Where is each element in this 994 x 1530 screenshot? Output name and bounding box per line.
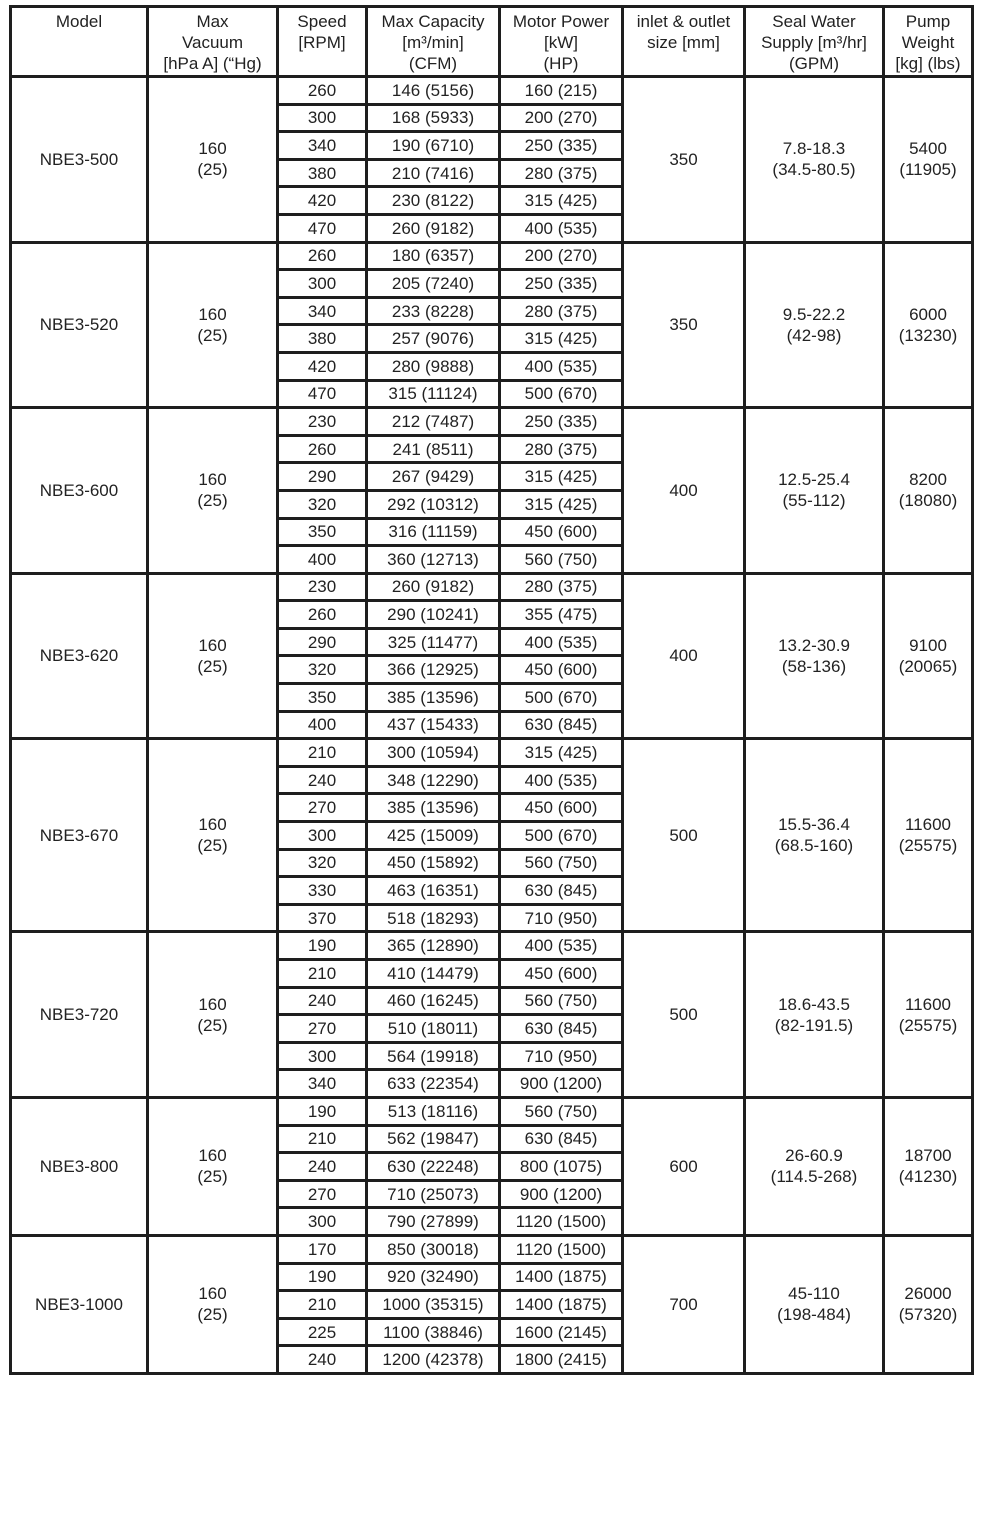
speed-cell: 420 bbox=[278, 187, 367, 215]
seal-water-cell-text: 15.5-36.4 bbox=[778, 815, 850, 835]
table-row bbox=[11, 77, 973, 105]
speed-cell: 230 bbox=[278, 573, 367, 601]
spec-table-body bbox=[11, 77, 973, 1374]
model-cell bbox=[11, 242, 148, 408]
seal-water-cell bbox=[745, 739, 884, 932]
header-motor-line2: [kW] bbox=[544, 33, 578, 52]
seal-water-cell-text: 13.2-30.9 bbox=[778, 635, 850, 655]
seal-water-cell bbox=[745, 408, 884, 574]
header-max-vacuum bbox=[148, 7, 278, 77]
speed-cell: 340 bbox=[278, 297, 367, 325]
inlet-size-cell-text: 500 bbox=[669, 1005, 698, 1025]
max-vacuum-cell-text: (25) bbox=[197, 1305, 228, 1325]
motor-power-cell: 630 (845) bbox=[500, 1125, 623, 1153]
pump-weight-cell-text: (18080) bbox=[898, 491, 958, 511]
inlet-size-cell-text: 400 bbox=[669, 480, 698, 500]
max-vacuum-cell bbox=[148, 739, 278, 932]
speed-cell: 400 bbox=[278, 546, 367, 574]
inlet-size-cell bbox=[623, 932, 745, 1098]
max-vacuum-cell-text: (25) bbox=[197, 1015, 228, 1035]
motor-power-cell: 560 (750) bbox=[500, 849, 623, 877]
speed-cell: 300 bbox=[278, 1208, 367, 1236]
motor-power-cell: 1400 (1875) bbox=[500, 1263, 623, 1291]
capacity-cell: 315 (11124) bbox=[367, 380, 500, 408]
header-capacity-line2: [m³/min] bbox=[402, 33, 464, 52]
header-motor-line1: Motor Power bbox=[512, 12, 610, 31]
header-weight-line1: Pump bbox=[905, 12, 951, 31]
pump-weight-cell bbox=[884, 77, 973, 243]
inlet-size-cell-text: 700 bbox=[669, 1294, 698, 1314]
max-vacuum-cell-text: 160 bbox=[198, 635, 227, 655]
spec-table-wrapper bbox=[9, 5, 974, 1375]
capacity-cell: 513 (18116) bbox=[367, 1097, 500, 1125]
seal-water-cell bbox=[745, 77, 884, 243]
seal-water-cell-text: 26-60.9 bbox=[785, 1146, 843, 1166]
max-vacuum-cell-text: 160 bbox=[198, 994, 227, 1014]
inlet-size-cell bbox=[623, 77, 745, 243]
inlet-size-cell bbox=[623, 242, 745, 408]
motor-power-cell: 1120 (1500) bbox=[500, 1235, 623, 1263]
motor-power-cell: 1800 (2415) bbox=[500, 1346, 623, 1374]
table-row bbox=[11, 408, 973, 436]
header-speed-line2: [RPM] bbox=[298, 33, 346, 52]
header-inlet-outlet bbox=[623, 7, 745, 77]
seal-water-cell-text: 45-110 bbox=[788, 1284, 840, 1304]
pump-weight-cell-text: 9100 bbox=[909, 635, 947, 655]
capacity-cell: 510 (18011) bbox=[367, 1015, 500, 1043]
max-vacuum-cell bbox=[148, 1097, 278, 1235]
motor-power-cell: 280 (375) bbox=[500, 435, 623, 463]
inlet-size-cell bbox=[623, 1097, 745, 1235]
speed-cell: 240 bbox=[278, 987, 367, 1015]
speed-cell: 340 bbox=[278, 1070, 367, 1098]
speed-cell: 300 bbox=[278, 104, 367, 132]
motor-power-cell: 560 (750) bbox=[500, 1097, 623, 1125]
speed-cell: 470 bbox=[278, 214, 367, 242]
seal-water-cell bbox=[745, 932, 884, 1098]
motor-power-cell: 450 (600) bbox=[500, 656, 623, 684]
speed-cell: 290 bbox=[278, 463, 367, 491]
motor-power-cell: 315 (425) bbox=[500, 325, 623, 353]
capacity-cell: 1100 (38846) bbox=[367, 1318, 500, 1346]
header-weight-line3: [kg] (lbs) bbox=[895, 54, 961, 73]
pump-weight-cell-text: 8200 bbox=[909, 470, 947, 490]
model-cell bbox=[11, 573, 148, 739]
pump-weight-cell-text: (11905) bbox=[899, 160, 957, 180]
model-cell bbox=[11, 77, 148, 243]
seal-water-cell-text: 7.8-18.3 bbox=[782, 139, 846, 159]
pump-weight-cell-text: (25575) bbox=[898, 836, 958, 856]
capacity-cell: 1000 (35315) bbox=[367, 1291, 500, 1319]
seal-water-cell-text: (58-136) bbox=[781, 656, 847, 676]
seal-water-cell-text: (68.5-160) bbox=[774, 836, 854, 856]
header-capacity-line3: (CFM) bbox=[408, 54, 458, 73]
pump-weight-cell bbox=[884, 242, 973, 408]
capacity-cell: 212 (7487) bbox=[367, 408, 500, 436]
header-seal-water bbox=[745, 7, 884, 77]
header-motor-line3: (HP) bbox=[543, 54, 579, 73]
speed-cell: 370 bbox=[278, 904, 367, 932]
motor-power-cell: 315 (425) bbox=[500, 490, 623, 518]
pump-weight-cell-text: 5400 bbox=[909, 139, 947, 159]
header-weight-line2: Weight bbox=[901, 33, 955, 52]
speed-cell: 225 bbox=[278, 1318, 367, 1346]
max-vacuum-cell-text: (25) bbox=[197, 325, 228, 345]
capacity-cell: 410 (14479) bbox=[367, 960, 500, 988]
motor-power-cell: 900 (1200) bbox=[500, 1180, 623, 1208]
seal-water-cell bbox=[745, 573, 884, 739]
speed-cell: 290 bbox=[278, 628, 367, 656]
pump-weight-cell-text: 18700 bbox=[904, 1146, 952, 1166]
header-max-vacuum-line3: [hPa A] (“Hg) bbox=[163, 54, 262, 73]
motor-power-cell: 280 (375) bbox=[500, 297, 623, 325]
pump-weight-cell-text: 26000 bbox=[904, 1284, 952, 1304]
seal-water-cell-text: 12.5-25.4 bbox=[778, 470, 850, 490]
inlet-size-cell-text: 600 bbox=[669, 1156, 698, 1176]
capacity-cell: 230 (8122) bbox=[367, 187, 500, 215]
inlet-size-cell bbox=[623, 573, 745, 739]
capacity-cell: 425 (15009) bbox=[367, 822, 500, 850]
speed-cell: 260 bbox=[278, 242, 367, 270]
model-cell-text: NBE3-500 bbox=[39, 149, 119, 169]
capacity-cell: 437 (15433) bbox=[367, 711, 500, 739]
table-row bbox=[11, 1097, 973, 1125]
table-row bbox=[11, 739, 973, 767]
max-vacuum-cell bbox=[148, 573, 278, 739]
speed-cell: 260 bbox=[278, 77, 367, 105]
capacity-cell: 710 (25073) bbox=[367, 1180, 500, 1208]
speed-cell: 190 bbox=[278, 1097, 367, 1125]
seal-water-cell-text: 9.5-22.2 bbox=[782, 304, 846, 324]
header-speed bbox=[278, 7, 367, 77]
capacity-cell: 348 (12290) bbox=[367, 766, 500, 794]
speed-cell: 470 bbox=[278, 380, 367, 408]
table-row bbox=[11, 242, 973, 270]
motor-power-cell: 560 (750) bbox=[500, 546, 623, 574]
model-cell bbox=[11, 1097, 148, 1235]
max-vacuum-cell bbox=[148, 932, 278, 1098]
capacity-cell: 518 (18293) bbox=[367, 904, 500, 932]
capacity-cell: 460 (16245) bbox=[367, 987, 500, 1015]
capacity-cell: 260 (9182) bbox=[367, 573, 500, 601]
capacity-cell: 233 (8228) bbox=[367, 297, 500, 325]
seal-water-cell bbox=[745, 242, 884, 408]
motor-power-cell: 250 (335) bbox=[500, 132, 623, 160]
motor-power-cell: 1600 (2145) bbox=[500, 1318, 623, 1346]
capacity-cell: 300 (10594) bbox=[367, 739, 500, 767]
capacity-cell: 385 (13596) bbox=[367, 794, 500, 822]
table-row bbox=[11, 932, 973, 960]
model-cell-text: NBE3-600 bbox=[39, 480, 119, 500]
inlet-size-cell bbox=[623, 408, 745, 574]
seal-water-cell-text: 18.6-43.5 bbox=[778, 994, 850, 1014]
max-vacuum-cell-text: 160 bbox=[198, 815, 227, 835]
pump-weight-cell-text: (20065) bbox=[898, 656, 958, 676]
capacity-cell: 633 (22354) bbox=[367, 1070, 500, 1098]
pump-weight-cell bbox=[884, 739, 973, 932]
motor-power-cell: 1400 (1875) bbox=[500, 1291, 623, 1319]
capacity-cell: 290 (10241) bbox=[367, 601, 500, 629]
header-inlet-line1: inlet & outlet bbox=[636, 12, 731, 31]
pump-weight-cell bbox=[884, 1235, 973, 1373]
seal-water-cell-text: (42-98) bbox=[786, 325, 842, 345]
seal-water-cell-text: (114.5-268) bbox=[770, 1167, 858, 1187]
speed-cell: 270 bbox=[278, 794, 367, 822]
speed-cell: 210 bbox=[278, 739, 367, 767]
max-vacuum-cell-text: (25) bbox=[197, 656, 228, 676]
capacity-cell: 365 (12890) bbox=[367, 932, 500, 960]
motor-power-cell: 355 (475) bbox=[500, 601, 623, 629]
header-model bbox=[11, 7, 148, 77]
speed-cell: 240 bbox=[278, 1346, 367, 1374]
header-motor-power bbox=[500, 7, 623, 77]
speed-cell: 170 bbox=[278, 1235, 367, 1263]
model-cell-text: NBE3-670 bbox=[39, 825, 119, 845]
capacity-cell: 292 (10312) bbox=[367, 490, 500, 518]
capacity-cell: 463 (16351) bbox=[367, 877, 500, 905]
motor-power-cell: 200 (270) bbox=[500, 104, 623, 132]
motor-power-cell: 630 (845) bbox=[500, 711, 623, 739]
seal-water-cell-text: (34.5-80.5) bbox=[772, 160, 856, 180]
capacity-cell: 241 (8511) bbox=[367, 435, 500, 463]
capacity-cell: 260 (9182) bbox=[367, 214, 500, 242]
motor-power-cell: 315 (425) bbox=[500, 739, 623, 767]
speed-cell: 190 bbox=[278, 932, 367, 960]
capacity-cell: 562 (19847) bbox=[367, 1125, 500, 1153]
motor-power-cell: 250 (335) bbox=[500, 270, 623, 298]
table-row bbox=[11, 573, 973, 601]
header-model-text: Model bbox=[55, 12, 103, 31]
capacity-cell: 360 (12713) bbox=[367, 546, 500, 574]
max-vacuum-cell-text: 160 bbox=[198, 1146, 227, 1166]
seal-water-cell bbox=[745, 1097, 884, 1235]
model-cell-text: NBE3-720 bbox=[39, 1005, 119, 1025]
header-pump-weight bbox=[884, 7, 973, 77]
capacity-cell: 366 (12925) bbox=[367, 656, 500, 684]
speed-cell: 300 bbox=[278, 822, 367, 850]
speed-cell: 240 bbox=[278, 766, 367, 794]
motor-power-cell: 500 (670) bbox=[500, 822, 623, 850]
speed-cell: 340 bbox=[278, 132, 367, 160]
pump-weight-cell-text: 6000 bbox=[909, 304, 947, 324]
header-seal-line1: Seal Water bbox=[772, 12, 856, 31]
motor-power-cell: 280 (375) bbox=[500, 573, 623, 601]
capacity-cell: 1200 (42378) bbox=[367, 1346, 500, 1374]
header-max-vacuum-line2: Vacuum bbox=[181, 33, 244, 52]
max-vacuum-cell-text: (25) bbox=[197, 491, 228, 511]
pump-weight-cell-text: (57320) bbox=[898, 1305, 958, 1325]
speed-cell: 320 bbox=[278, 849, 367, 877]
speed-cell: 300 bbox=[278, 1042, 367, 1070]
speed-cell: 380 bbox=[278, 325, 367, 353]
header-capacity-line1: Max Capacity bbox=[381, 12, 485, 31]
speed-cell: 320 bbox=[278, 656, 367, 684]
seal-water-cell-text: (55-112) bbox=[782, 491, 846, 511]
capacity-cell: 325 (11477) bbox=[367, 628, 500, 656]
inlet-size-cell-text: 350 bbox=[669, 149, 698, 169]
header-seal-line3: (GPM) bbox=[788, 54, 840, 73]
pump-weight-cell bbox=[884, 573, 973, 739]
capacity-cell: 267 (9429) bbox=[367, 463, 500, 491]
capacity-cell: 190 (6710) bbox=[367, 132, 500, 160]
header-max-capacity bbox=[367, 7, 500, 77]
motor-power-cell: 250 (335) bbox=[500, 408, 623, 436]
motor-power-cell: 200 (270) bbox=[500, 242, 623, 270]
header-row bbox=[11, 7, 973, 77]
max-vacuum-cell-text: (25) bbox=[197, 160, 228, 180]
motor-power-cell: 400 (535) bbox=[500, 932, 623, 960]
capacity-cell: 280 (9888) bbox=[367, 352, 500, 380]
motor-power-cell: 710 (950) bbox=[500, 904, 623, 932]
motor-power-cell: 450 (600) bbox=[500, 518, 623, 546]
max-vacuum-cell bbox=[148, 408, 278, 574]
max-vacuum-cell-text: (25) bbox=[197, 1167, 228, 1187]
pump-weight-cell bbox=[884, 408, 973, 574]
inlet-size-cell-text: 500 bbox=[669, 825, 698, 845]
max-vacuum-cell-text: 160 bbox=[198, 1284, 227, 1304]
seal-water-cell-text: (82-191.5) bbox=[774, 1015, 854, 1035]
capacity-cell: 210 (7416) bbox=[367, 159, 500, 187]
speed-cell: 380 bbox=[278, 159, 367, 187]
model-cell bbox=[11, 932, 148, 1098]
pump-weight-cell bbox=[884, 932, 973, 1098]
motor-power-cell: 800 (1075) bbox=[500, 1153, 623, 1181]
inlet-size-cell bbox=[623, 739, 745, 932]
header-speed-line1: Speed bbox=[297, 12, 347, 31]
inlet-size-cell-text: 400 bbox=[669, 646, 698, 666]
inlet-size-cell-text: 350 bbox=[669, 315, 698, 335]
max-vacuum-cell bbox=[148, 1235, 278, 1373]
table-row bbox=[11, 1235, 973, 1263]
speed-cell: 300 bbox=[278, 270, 367, 298]
max-vacuum-cell-text: 160 bbox=[198, 304, 227, 324]
capacity-cell: 790 (27899) bbox=[367, 1208, 500, 1236]
capacity-cell: 450 (15892) bbox=[367, 849, 500, 877]
motor-power-cell: 315 (425) bbox=[500, 187, 623, 215]
motor-power-cell: 560 (750) bbox=[500, 987, 623, 1015]
max-vacuum-cell-text: 160 bbox=[198, 470, 227, 490]
seal-water-cell-text: (198-484) bbox=[777, 1305, 851, 1325]
capacity-cell: 257 (9076) bbox=[367, 325, 500, 353]
speed-cell: 210 bbox=[278, 1125, 367, 1153]
speed-cell: 270 bbox=[278, 1015, 367, 1043]
speed-cell: 420 bbox=[278, 352, 367, 380]
speed-cell: 270 bbox=[278, 1180, 367, 1208]
capacity-cell: 564 (19918) bbox=[367, 1042, 500, 1070]
speed-cell: 210 bbox=[278, 1291, 367, 1319]
capacity-cell: 146 (5156) bbox=[367, 77, 500, 105]
motor-power-cell: 160 (215) bbox=[500, 77, 623, 105]
motor-power-cell: 1120 (1500) bbox=[500, 1208, 623, 1236]
motor-power-cell: 710 (950) bbox=[500, 1042, 623, 1070]
pump-weight-cell-text: (25575) bbox=[898, 1015, 958, 1035]
motor-power-cell: 400 (535) bbox=[500, 628, 623, 656]
model-cell bbox=[11, 739, 148, 932]
header-inlet-line2: size [mm] bbox=[647, 33, 720, 52]
max-vacuum-cell bbox=[148, 242, 278, 408]
capacity-cell: 168 (5933) bbox=[367, 104, 500, 132]
pump-weight-cell-text: (13230) bbox=[898, 325, 958, 345]
max-vacuum-cell-text: (25) bbox=[197, 836, 228, 856]
max-vacuum-cell-text: 160 bbox=[198, 139, 227, 159]
model-cell-text: NBE3-1000 bbox=[35, 1294, 123, 1314]
motor-power-cell: 315 (425) bbox=[500, 463, 623, 491]
model-cell bbox=[11, 1235, 148, 1373]
motor-power-cell: 400 (535) bbox=[500, 766, 623, 794]
capacity-cell: 316 (11159) bbox=[367, 518, 500, 546]
model-cell-text: NBE3-520 bbox=[39, 315, 119, 335]
inlet-size-cell bbox=[623, 1235, 745, 1373]
speed-cell: 350 bbox=[278, 518, 367, 546]
seal-water-cell bbox=[745, 1235, 884, 1373]
speed-cell: 350 bbox=[278, 684, 367, 712]
model-cell bbox=[11, 408, 148, 574]
motor-power-cell: 630 (845) bbox=[500, 1015, 623, 1043]
motor-power-cell: 500 (670) bbox=[500, 684, 623, 712]
capacity-cell: 180 (6357) bbox=[367, 242, 500, 270]
capacity-cell: 920 (32490) bbox=[367, 1263, 500, 1291]
pump-weight-cell-text: 11600 bbox=[904, 994, 951, 1014]
speed-cell: 260 bbox=[278, 601, 367, 629]
capacity-cell: 630 (22248) bbox=[367, 1153, 500, 1181]
motor-power-cell: 630 (845) bbox=[500, 877, 623, 905]
pump-weight-cell bbox=[884, 1097, 973, 1235]
motor-power-cell: 500 (670) bbox=[500, 380, 623, 408]
motor-power-cell: 450 (600) bbox=[500, 960, 623, 988]
motor-power-cell: 400 (535) bbox=[500, 214, 623, 242]
motor-power-cell: 900 (1200) bbox=[500, 1070, 623, 1098]
motor-power-cell: 280 (375) bbox=[500, 159, 623, 187]
speed-cell: 400 bbox=[278, 711, 367, 739]
pump-weight-cell-text: 11600 bbox=[904, 815, 951, 835]
speed-cell: 240 bbox=[278, 1153, 367, 1181]
motor-power-cell: 450 (600) bbox=[500, 794, 623, 822]
model-cell-text: NBE3-620 bbox=[39, 646, 119, 666]
capacity-cell: 385 (13596) bbox=[367, 684, 500, 712]
speed-cell: 260 bbox=[278, 435, 367, 463]
header-max-vacuum-line1: Max bbox=[196, 12, 229, 31]
capacity-cell: 850 (30018) bbox=[367, 1235, 500, 1263]
speed-cell: 190 bbox=[278, 1263, 367, 1291]
speed-cell: 210 bbox=[278, 960, 367, 988]
pump-spec-table bbox=[9, 5, 974, 1375]
speed-cell: 320 bbox=[278, 490, 367, 518]
speed-cell: 230 bbox=[278, 408, 367, 436]
pump-weight-cell-text: (41230) bbox=[898, 1167, 958, 1187]
speed-cell: 330 bbox=[278, 877, 367, 905]
model-cell-text: NBE3-800 bbox=[39, 1156, 119, 1176]
max-vacuum-cell bbox=[148, 77, 278, 243]
capacity-cell: 205 (7240) bbox=[367, 270, 500, 298]
header-seal-line2: Supply [m³/hr] bbox=[761, 33, 867, 52]
motor-power-cell: 400 (535) bbox=[500, 352, 623, 380]
